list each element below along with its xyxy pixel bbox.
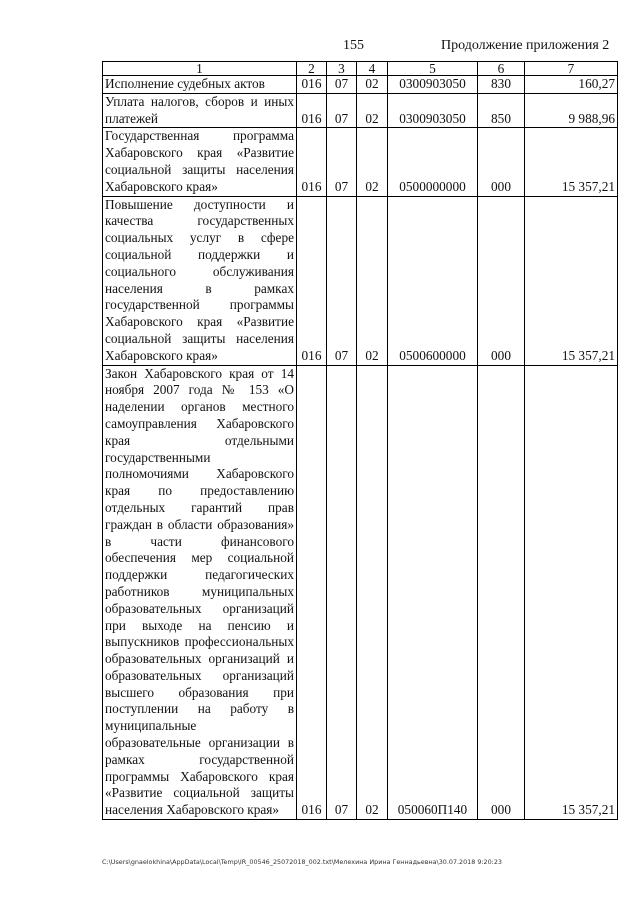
continuation-label: Продолжение приложения 2 <box>441 38 610 53</box>
column-header: 6 <box>478 62 525 76</box>
expense-type-code: 000 <box>478 128 525 196</box>
page-number: 155 <box>343 38 364 53</box>
amount: 15 357,21 <box>525 365 618 820</box>
section-code: 07 <box>327 76 357 94</box>
expense-type-code: 850 <box>478 93 525 128</box>
row-name: Уплата налогов, сборов и иных платежей <box>103 93 297 128</box>
expense-type-code: 000 <box>478 365 525 820</box>
amount: 15 357,21 <box>525 128 618 196</box>
subsection-code: 02 <box>357 128 388 196</box>
column-header: 5 <box>388 62 478 76</box>
column-header: 2 <box>297 62 327 76</box>
ministry-code: 016 <box>297 93 327 128</box>
ministry-code: 016 <box>297 365 327 820</box>
table-row <box>103 93 618 128</box>
subsection-code: 02 <box>357 93 388 128</box>
section-code: 07 <box>327 365 357 820</box>
table-row <box>103 128 618 196</box>
column-header-row <box>103 62 618 76</box>
target-article-code: 050060П140 <box>388 365 478 820</box>
subsection-code: 02 <box>357 365 388 820</box>
column-header: 1 <box>103 62 297 76</box>
table-row <box>103 76 618 94</box>
section-code: 07 <box>327 196 357 365</box>
amount: 9 988,96 <box>525 93 618 128</box>
amount: 15 357,21 <box>525 196 618 365</box>
expense-type-code: 830 <box>478 76 525 94</box>
row-name: Государственная программа Хабаровского края «Развитие социальной защиты населения Хабаровского края» <box>103 128 297 196</box>
row-name: Закон Хабаровского края от 14 ноября 2007 года № 153 «О наделении органов местного самоуправления Хабаровского края отдельными государственными полномочиями Хабаровского края по предоставлению отдельных гарантий прав граждан в области образования» в части финансового обеспечения мер социальной поддержки педагогических работников муниципальных образовательных организаций при выходе на пенсию и выпускников профессиональных образовательных организаций и образовательных организаций высшего образования при поступлении на работу в муниципальные образовательные организации в рамках государственной программы Хабаровского края «Развитие социальной защиты населения Хабаровского края» <box>103 365 297 820</box>
table-row <box>103 196 618 365</box>
ministry-code: 016 <box>297 196 327 365</box>
budget-table <box>102 61 618 820</box>
row-name: Повышение доступности и качества государственных социальных услуг в сфере социальной поддержки и социального обслуживания населения в рамках государственной программы Хабаровского края «Развитие социальной защиты населения Хабаровского края» <box>103 196 297 365</box>
ministry-code: 016 <box>297 128 327 196</box>
section-code: 07 <box>327 93 357 128</box>
column-header: 7 <box>525 62 618 76</box>
ministry-code: 016 <box>297 76 327 94</box>
table-row <box>103 365 618 820</box>
amount: 160,27 <box>525 76 618 94</box>
target-article-code: 0300903050 <box>388 93 478 128</box>
subsection-code: 02 <box>357 76 388 94</box>
expense-type-code: 000 <box>478 196 525 365</box>
target-article-code: 0500600000 <box>388 196 478 365</box>
file-path-footer: C:\Users\gnaelokhina\AppData\Local\Temp\IR_00546_25072018_002.txt\Мелехина Ирина Геннадьевна\30.07.2018 9:20:23 <box>102 858 502 866</box>
column-header: 4 <box>357 62 388 76</box>
row-name: Исполнение судебных актов <box>103 76 297 94</box>
column-header: 3 <box>327 62 357 76</box>
section-code: 07 <box>327 128 357 196</box>
target-article-code: 0500000000 <box>388 128 478 196</box>
target-article-code: 0300903050 <box>388 76 478 94</box>
subsection-code: 02 <box>357 196 388 365</box>
